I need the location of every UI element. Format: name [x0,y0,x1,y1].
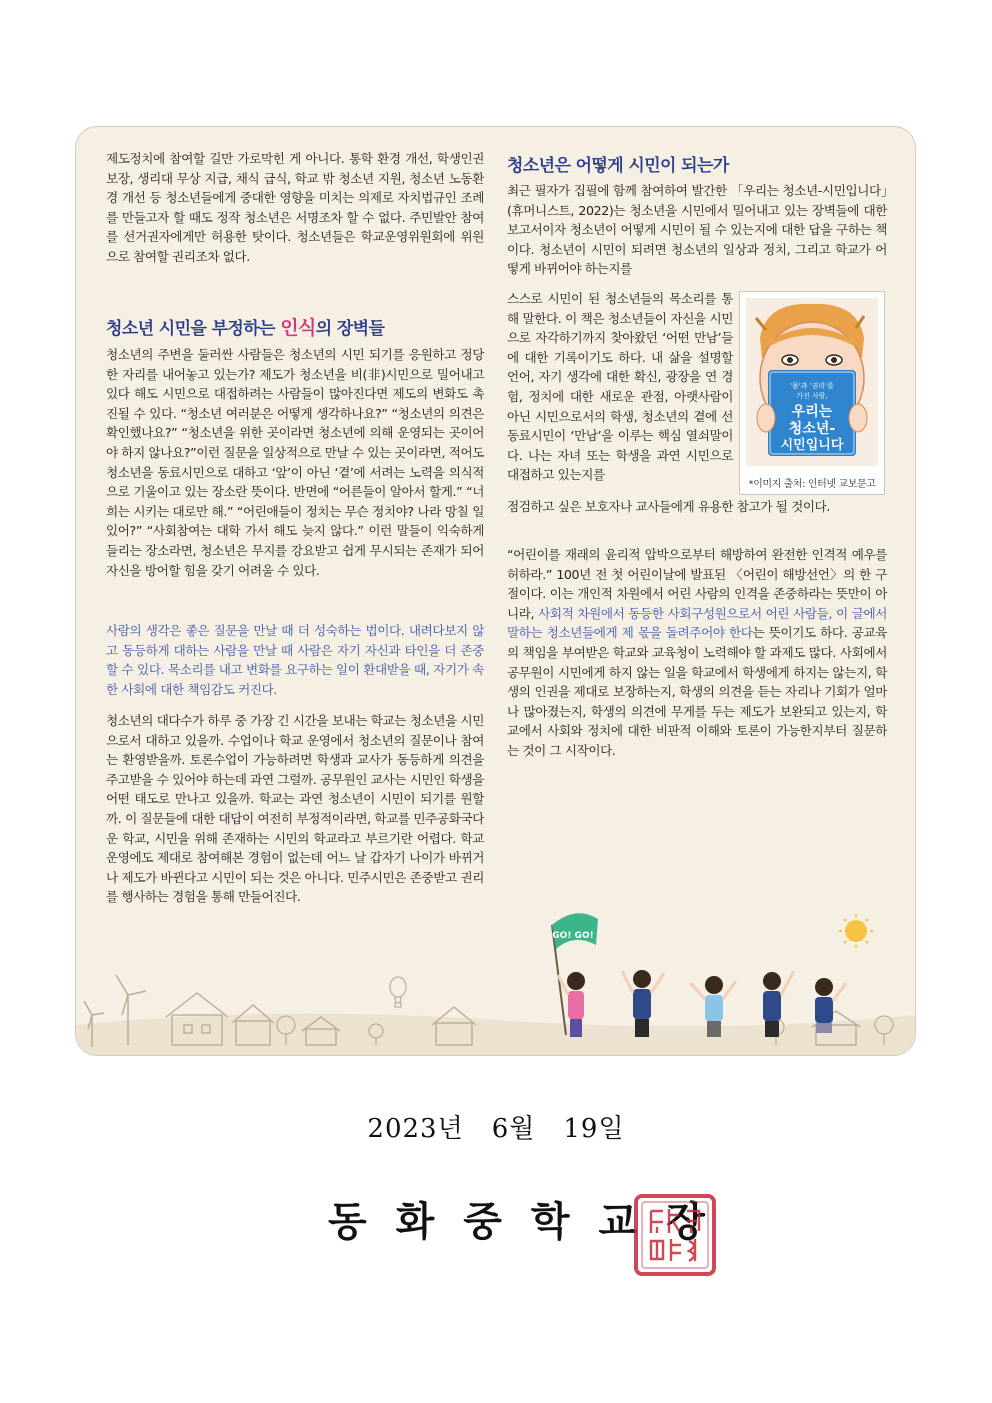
heading-text: 청소년은 어떻게 시민이 되는가 [507,156,729,176]
paragraph-text: 는 뜻이기도 하다. 공교육의 책임을 부여받은 학교와 교육청이 노력해야 할 과제도 많다. 사회에서 공무원이 시민에게 하지 않는 일을 학교에서 학생에게 하지는 않는지, 학생의 인권을 제대로 보장하는지, 학생의 의견을 듣는 자리나 기회가 얼마나 많아졌는지, 학생의 의견에 무게를 두는 제도가 보완되고 있는지, 학교에서 사회와 정치에 대한 비판적 이해와 토론이 가능한지부터 질문하는 것이 그 시작이다. [507,625,888,758]
balloon-icon [390,977,406,1007]
book-title-line-4: 청소년- [788,421,836,437]
sun-icon [839,914,873,948]
section-heading-citizen [507,151,729,176]
intro-text: 제도정치에 참여할 길만 가로막힌 게 아니다. 통학 환경 개선, 학생인권 보장, 생리대 무상 지급, 채식 급식, 학교 밖 청소년 지원, 청소년 노동환경 개선 등 청소년들에게 중대한 영향을 미치는 의제로 자치법규인 조례를 만들고자 할 때도 정작 청소년은 서명조차 할 수 없다. 주민발안 참여를 선거권자에게만 허용한 탓이다. 청소년들은 학교운영위원회에 위원으로 참여할 권리조차 없다. [106,151,484,264]
book-cover-image [739,291,885,495]
left-paragraph-1 [106,345,484,580]
date-day: 19일 [563,1114,625,1144]
newsletter-panel [75,126,916,1056]
paragraph-text: 스스로 시민이 된 청소년들의 목소리를 통해 말한다. 이 책은 청소년들이 자신을 시민으로 자각하기까지 찾아왔던 ‘어떤 만남’들에 대한 기록이기도 하다. 내 삶을 설명할 언어, 자기 생각에 대한 확신, 광장을 연 경험, 정치에 대한 새로운 관점, 아랫사람이 아닌 시민으로서의 학생, 청소년의 곁에 선 동료시민이 ‘만남’을 이루는 핵심 열쇠말이다. 나는 자녀 또는 학생을 과연 시민으로 대접하고 있는지를 [507,291,733,483]
issue-date [0,1108,992,1145]
right-paragraph-2 [507,545,887,761]
right-paragraph-1-wrap [507,289,733,485]
image-caption: *이미지 출처: 인터넷 교보문고 [748,479,876,490]
paragraph-text: 청소년의 대다수가 하루 중 가장 긴 시간을 보내는 학교는 청소년을 시민으로서 대하고 있을까. 수업이나 학교 운영에서 청소년의 질문이나 참여는 환영받을까. 토론수업이 가능하려면 학생과 교사가 동등하게 의견을 주고받을 수 있어야 하는데 과연 그럴까. 공무원인 교사는 시민인 학생을 어떤 태도로 만나고 있을까. 학교는 과연 청소년이 시민이 되기를 원할까. 이 질문들에 대한 대답이 여전히 부정적이라면, 학교를 민주공화국다운 학교, 시민을 위해 존재하는 시민의 학교라고 부르기란 어렵다. 학교 운영에도 제대로 참여해본 경험이 없는데 어느 날 갑자기 나이가 바뀌거나 제도가 바뀐다고 시민이 되는 것은 아니다. 민주시민은 존중받고 권리를 행사하는 경험을 통해 만들어진다. [106,713,484,905]
date-month: 6월 [491,1114,536,1144]
book-cover [746,298,878,466]
paragraph-text: 청소년의 주변을 둘러싼 사람들은 청소년의 시민 되기를 응원하고 정당한 자리를 내어놓고 있는가? 제도가 청소년을 비(非)시민으로 밀어내고 있다 해도 시민으로 대접하려는 사람들이 많아진다면 제도의 변화도 촉진될 수 있다. “청소년 여러분은 어떻게 생각하나요?” “청소년의 의견은 확인했나요?” “청소년을 위한 곳이라면 청소년에 의해 운영되는 곳이어야 하지 않나요?”이런 질문을 일상적으로 만날 수 있는 곳이라면, 적어도 청소년을 동료시민으로 대하고 ‘앞’이 아닌 ‘곁’에 서려는 노력을 의식적으로 기울이고 있는 장소란 뜻이다. 반면에 “어른들이 알아서 할게.” “너희는 시키는 대로만 해.” “어린애들이 정치는 무슨 정치야? 나라 망칠 일 있어?” “사회참여는 대학 가서 해도 늦지 않다.” 이런 말들이 익숙하게 들리는 장소라면, 청소년은 무지를 강요받고 쉽게 무시되는 존재가 되어 자신을 방어할 힘을 갖기 어려울 수 있다. [106,347,484,578]
heading-accent: 인식 [280,317,316,339]
heading-part-a: 청소년 시민을 부정하는 [106,319,281,339]
left-intro-paragraph [106,149,484,267]
flag-text: GO! GO! [552,931,594,941]
book-title-line-1: '몸'과 '권리'를 [790,382,834,390]
students-illustration [76,875,915,1055]
highlighted-text: 사회적 차원에서 동등한 사회구성원으로서 어린 사람들, 이 글에서 말하는 청소년들에게 제 몫을 돌려주어야 한다 [507,605,887,641]
book-title-line-3: 우리는 [791,404,833,420]
school-principal-name: 동화중학교장 [328,1198,734,1245]
book-title-line-2: 가진 사람, [796,392,828,400]
paragraph-text: 점검하고 싶은 보호자나 교사들에게 유용한 참고가 될 것이다. [507,499,830,514]
pull-quote [106,621,484,699]
paragraph-text: 최근 필자가 집필에 함께 참여하여 발간한 「우리는 청소년-시민입니다」(휴머니스트, 2022)는 청소년을 시민에서 밀어내고 있는 장벽들에 대한 보고서이자 청소년이 어떻게 시민이 될 수 있는지에 대한 답을 구하는 책이다. 청소년이 시민이 되려면 청소년의 일상과 정치, 그리고 학교가 어떻게 바뀌어야 하는지를 [507,183,887,277]
book-illustration [746,298,878,466]
official-seal-stamp [633,1193,717,1277]
right-paragraph-1-top [507,181,887,279]
date-year: 2023년 [367,1114,464,1144]
book-title-line-5: 시민입니다 [780,438,844,453]
right-paragraph-1-end [507,497,887,517]
paragraph-text: “어린이를 재래의 윤리적 압박으로부터 해방하여 완전한 인격적 예우를 허하라.” 100년 전 첫 어린이날에 발표된 〈어린이 해방선언〉의 한 구절이다. 이는 개인적 차원에서 어린 사람의 인격을 존중하라는 뜻만이 아니라, [507,547,887,621]
section-heading-barriers [106,313,384,340]
quote-text: 사람의 생각은 좋은 질문을 만날 때 더 성숙하는 법이다. 내려다보지 않고 동등하게 대하는 사람을 만날 때 사람은 자기 자신과 타인을 더 존중할 수 있다. 목소리를 내고 변화를 요구하는 일이 환대받을 때, 자기가 속한 사회에 대한 책임감도 커진다. [106,623,484,697]
heading-part-b: 의 장벽들 [315,319,385,339]
